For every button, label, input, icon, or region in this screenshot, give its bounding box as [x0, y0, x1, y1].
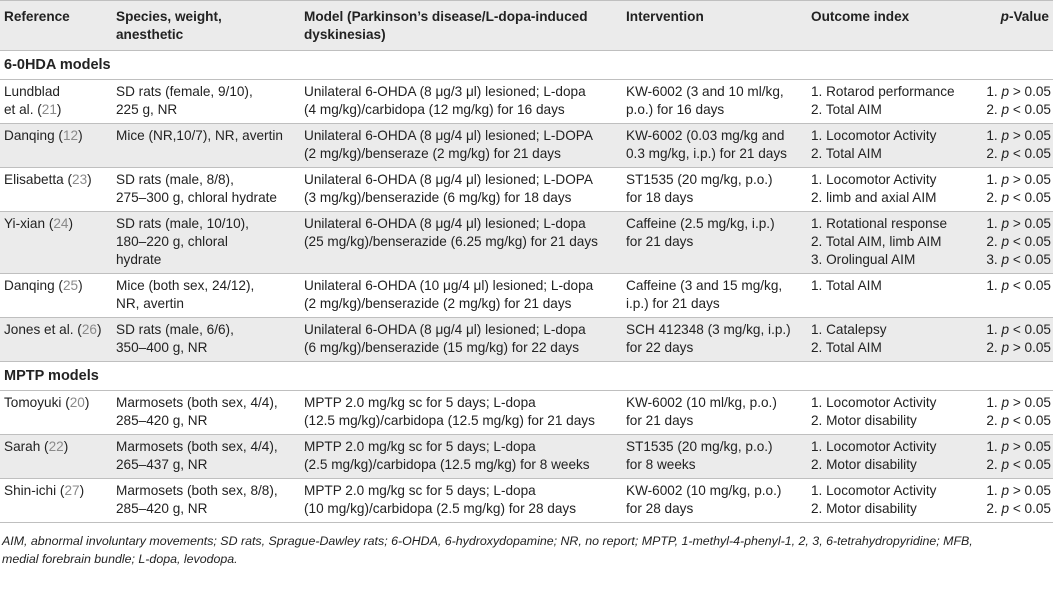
p-value-cell: [969, 124, 1053, 168]
outcome-line: 1. Locomotor Activity: [811, 483, 937, 498]
p-value-line: 1. p > 0.05: [986, 128, 1051, 143]
intervention-line: ST1535 (20 mg/kg, p.o.): [626, 172, 773, 187]
reference-cell: [0, 168, 112, 212]
outcome-cell: [807, 435, 969, 479]
outcome-line: 2. limb and axial AIM: [811, 190, 937, 205]
model-line: (4 mg/kg)/carbidopa (12 mg/kg) for 16 days: [304, 102, 565, 117]
species-line: 180–220 g, chloral: [116, 234, 228, 249]
intervention-cell: [622, 391, 807, 435]
species-cell: [112, 318, 300, 362]
p-value-line: 2. p > 0.05: [986, 340, 1051, 355]
intervention-line: KW-6002 (3 and 10 ml/kg,: [626, 84, 784, 99]
outcome-line: 1. Rotarod performance: [811, 84, 955, 99]
table-row: [0, 435, 1053, 479]
outcome-line: 2. Total AIM: [811, 102, 882, 117]
reference-cell: [0, 318, 112, 362]
outcome-line: 2. Motor disability: [811, 501, 917, 516]
species-line: 350–400 g, NR: [116, 340, 208, 355]
model-cell: [300, 124, 622, 168]
section-title: 6-0HDA models: [0, 51, 1053, 80]
table-row: [0, 274, 1053, 318]
header-species: Species, weight, anesthetic: [112, 1, 300, 51]
reference-cell: [0, 274, 112, 318]
reference-cell: [0, 212, 112, 274]
species-line: Marmosets (both sex, 4/4),: [116, 395, 278, 410]
species-line: 285–420 g, NR: [116, 413, 208, 428]
reference-line: et al. (21): [4, 102, 62, 117]
outcome-cell: [807, 124, 969, 168]
model-line: Unilateral 6-OHDA (8 μg/4 μl) lesioned; L-dopa: [304, 216, 586, 231]
intervention-line: p.o.) for 16 days: [626, 102, 725, 117]
species-line: SD rats (male, 10/10),: [116, 216, 249, 231]
model-line: (6 mg/kg)/benserazide (15 mg/kg) for 22 days: [304, 340, 580, 355]
outcome-line: 1. Locomotor Activity: [811, 172, 937, 187]
model-line: (2 mg/kg)/benseraze (2 mg/kg) for 21 days: [304, 146, 561, 161]
model-cell: [300, 168, 622, 212]
outcome-line: 2. Total AIM: [811, 340, 882, 355]
model-line: (2 mg/kg)/benserazide (2 mg/kg) for 21 days: [304, 296, 572, 311]
outcome-cell: [807, 80, 969, 124]
intervention-line: SCH 412348 (3 mg/kg, i.p.): [626, 322, 791, 337]
p-value-line: 1. p > 0.05: [986, 395, 1051, 410]
p-value-cell: [969, 391, 1053, 435]
species-line: hydrate: [116, 252, 162, 267]
intervention-cell: [622, 212, 807, 274]
reference-line: Sarah (22): [4, 439, 69, 454]
p-value-cell: [969, 80, 1053, 124]
model-line: Unilateral 6-OHDA (10 μg/4 μl) lesioned; L-dopa: [304, 278, 594, 293]
outcome-cell: [807, 168, 969, 212]
outcome-line: 2. Total AIM: [811, 146, 882, 161]
p-value-cell: [969, 212, 1053, 274]
outcome-line: 1. Locomotor Activity: [811, 395, 937, 410]
reference-line: Shin-ichi (27): [4, 483, 85, 498]
table-row: [0, 479, 1053, 523]
outcome-line: 2. Total AIM, limb AIM: [811, 234, 942, 249]
species-line: Mice (both sex, 24/12),: [116, 278, 255, 293]
header-reference: Reference: [0, 1, 112, 51]
p-value-line: 1. p < 0.05: [986, 322, 1051, 337]
model-cell: [300, 391, 622, 435]
reference-cell: [0, 479, 112, 523]
species-line: Marmosets (both sex, 8/8),: [116, 483, 278, 498]
model-line: (10 mg/kg)/carbidopa (2.5 mg/kg) for 28 days: [304, 501, 577, 516]
intervention-line: ST1535 (20 mg/kg, p.o.): [626, 439, 773, 454]
reference-line: Danqing (12): [4, 128, 83, 143]
species-line: SD rats (male, 8/8),: [116, 172, 234, 187]
p-value-line: 2. p < 0.05: [986, 234, 1051, 249]
model-line: Unilateral 6-OHDA (8 μg/4 μl) lesioned; L-DOPA: [304, 172, 593, 187]
reference-line: Elisabetta (23): [4, 172, 92, 187]
outcome-line: 1. Catalepsy: [811, 322, 887, 337]
reference-cell: [0, 80, 112, 124]
table-row: [0, 168, 1053, 212]
intervention-line: for 22 days: [626, 340, 694, 355]
intervention-cell: [622, 124, 807, 168]
intervention-line: i.p.) for 21 days: [626, 296, 720, 311]
outcome-cell: [807, 212, 969, 274]
outcome-line: 1. Total AIM: [811, 278, 882, 293]
citation-number: 27: [64, 483, 80, 498]
header-p-value: p-Value: [969, 1, 1053, 51]
intervention-cell: [622, 318, 807, 362]
model-line: Unilateral 6-OHDA (8 μg/3 μl) lesioned; L-dopa: [304, 84, 586, 99]
model-line: (3 mg/kg)/benserazide (6 mg/kg) for 18 days: [304, 190, 572, 205]
intervention-line: for 21 days: [626, 234, 694, 249]
p-value-line: 1. p > 0.05: [986, 216, 1051, 231]
model-cell: [300, 274, 622, 318]
intervention-line: for 28 days: [626, 501, 694, 516]
model-line: (2.5 mg/kg)/carbidopa (12.5 mg/kg) for 8 weeks: [304, 457, 590, 472]
model-line: Unilateral 6-OHDA (8 μg/4 μl) lesioned; L-DOPA: [304, 128, 593, 143]
species-line: 285–420 g, NR: [116, 501, 208, 516]
outcome-line: 1. Rotational response: [811, 216, 948, 231]
model-cell: [300, 479, 622, 523]
p-value-cell: [969, 479, 1053, 523]
header-row: [0, 1, 1053, 51]
section-header: [0, 51, 1053, 80]
table-row: [0, 212, 1053, 274]
outcome-cell: [807, 479, 969, 523]
species-line: Marmosets (both sex, 4/4),: [116, 439, 278, 454]
intervention-line: KW-6002 (0.03 mg/kg and: [626, 128, 785, 143]
citation-number: 26: [81, 322, 97, 337]
intervention-cell: [622, 435, 807, 479]
p-value-line: 2. p < 0.05: [986, 190, 1051, 205]
outcome-line: 1. Locomotor Activity: [811, 439, 937, 454]
section-header: [0, 362, 1053, 391]
model-cell: [300, 435, 622, 479]
p-value-line: 2. p < 0.05: [986, 457, 1051, 472]
intervention-line: for 21 days: [626, 413, 694, 428]
reference-line: Yi-xian (24): [4, 216, 74, 231]
p-value-line: 2. p < 0.05: [986, 146, 1051, 161]
intervention-cell: [622, 479, 807, 523]
outcome-cell: [807, 318, 969, 362]
outcome-cell: [807, 391, 969, 435]
model-line: Unilateral 6-OHDA (8 μg/4 μl) lesioned; L-dopa: [304, 322, 586, 337]
p-value-line: 2. p < 0.05: [986, 413, 1051, 428]
species-cell: [112, 274, 300, 318]
header-model: Model (Parkinson’s disease/L-dopa-induced dyskinesias): [300, 1, 622, 51]
p-value-line: 1. p > 0.05: [986, 439, 1051, 454]
header-intervention: Intervention: [622, 1, 807, 51]
species-cell: [112, 435, 300, 479]
section-title: MPTP models: [0, 362, 1053, 391]
species-cell: [112, 391, 300, 435]
species-cell: [112, 212, 300, 274]
intervention-line: 0.3 mg/kg, i.p.) for 21 days: [626, 146, 787, 161]
species-line: NR, avertin: [116, 296, 184, 311]
outcome-line: 1. Locomotor Activity: [811, 128, 937, 143]
model-cell: [300, 212, 622, 274]
citation-number: 20: [69, 395, 85, 410]
model-line: MPTP 2.0 mg/kg sc for 5 days; L-dopa: [304, 483, 536, 498]
species-line: 265–437 g, NR: [116, 457, 208, 472]
intervention-line: for 8 weeks: [626, 457, 696, 472]
outcome-line: 3. Orolingual AIM: [811, 252, 916, 267]
reference-line: Lundblad: [4, 84, 60, 99]
species-cell: [112, 168, 300, 212]
citation-number: 22: [48, 439, 64, 454]
intervention-cell: [622, 80, 807, 124]
header-outcome: Outcome index: [807, 1, 969, 51]
citation-number: 12: [62, 128, 79, 143]
intervention-line: for 18 days: [626, 190, 694, 205]
reference-line: Danqing (25): [4, 278, 83, 293]
model-line: (12.5 mg/kg)/carbidopa (12.5 mg/kg) for 21 days: [304, 413, 595, 428]
species-cell: [112, 479, 300, 523]
intervention-line: KW-6002 (10 ml/kg, p.o.): [626, 395, 777, 410]
table-footnote: AIM, abnormal involuntary movements; SD rats, Sprague-Dawley rats; 6-OHDA, 6-hydroxydopamine; NR, no report; MPTP, 1-methyl-4-phenyl-1, 2, 3, 6-tetrahydropyridine; MFB, medial forebrain bundle; L-dopa, levodopa.: [2, 534, 973, 566]
intervention-cell: [622, 168, 807, 212]
table-row: [0, 391, 1053, 435]
model-line: (25 mg/kg)/benserazide (6.25 mg/kg) for 21 days: [304, 234, 598, 249]
species-line: SD rats (female, 9/10),: [116, 84, 253, 99]
p-value-line: 2. p < 0.05: [986, 102, 1051, 117]
model-line: MPTP 2.0 mg/kg sc for 5 days; L-dopa: [304, 439, 536, 454]
reference-cell: [0, 124, 112, 168]
species-line: 225 g, NR: [116, 102, 178, 117]
model-line: MPTP 2.0 mg/kg sc for 5 days; L-dopa: [304, 395, 536, 410]
citation-number: 24: [53, 216, 69, 231]
model-cell: [300, 80, 622, 124]
outcome-line: 2. Motor disability: [811, 413, 917, 428]
citation-number: 25: [62, 278, 79, 293]
species-cell: [112, 124, 300, 168]
p-value-line: 2. p < 0.05: [986, 501, 1051, 516]
citation-number: 23: [72, 172, 88, 187]
p-value-cell: [969, 435, 1053, 479]
table-row: [0, 124, 1053, 168]
table-body: [0, 51, 1053, 523]
citation-number: 21: [41, 102, 57, 117]
p-value-cell: [969, 274, 1053, 318]
p-value-cell: [969, 168, 1053, 212]
p-value-line: 1. p > 0.05: [986, 483, 1051, 498]
species-cell: [112, 80, 300, 124]
intervention-line: Caffeine (2.5 mg/kg, i.p.): [626, 216, 775, 231]
p-value-line: 3. p < 0.05: [986, 252, 1051, 267]
species-line: 275–300 g, chloral hydrate: [116, 190, 277, 205]
table-row: [0, 80, 1053, 124]
reference-cell: [0, 391, 112, 435]
p-value-cell: [969, 318, 1053, 362]
reference-cell: [0, 435, 112, 479]
reference-line: Tomoyuki (20): [4, 395, 90, 410]
p-value-line: 1. p > 0.05: [986, 84, 1051, 99]
p-value-line: 1. p > 0.05: [986, 172, 1051, 187]
intervention-line: Caffeine (3 and 15 mg/kg,: [626, 278, 783, 293]
reference-line: Jones et al. (26): [4, 322, 102, 337]
intervention-line: KW-6002 (10 mg/kg, p.o.): [626, 483, 782, 498]
outcome-cell: [807, 274, 969, 318]
intervention-cell: [622, 274, 807, 318]
p-value-line: 1. p < 0.05: [986, 278, 1051, 293]
model-cell: [300, 318, 622, 362]
table-row: [0, 318, 1053, 362]
species-line: SD rats (male, 6/6),: [116, 322, 234, 337]
species-line: Mice (NR,10/7), NR, avertin: [116, 128, 283, 143]
outcome-line: 2. Motor disability: [811, 457, 917, 472]
